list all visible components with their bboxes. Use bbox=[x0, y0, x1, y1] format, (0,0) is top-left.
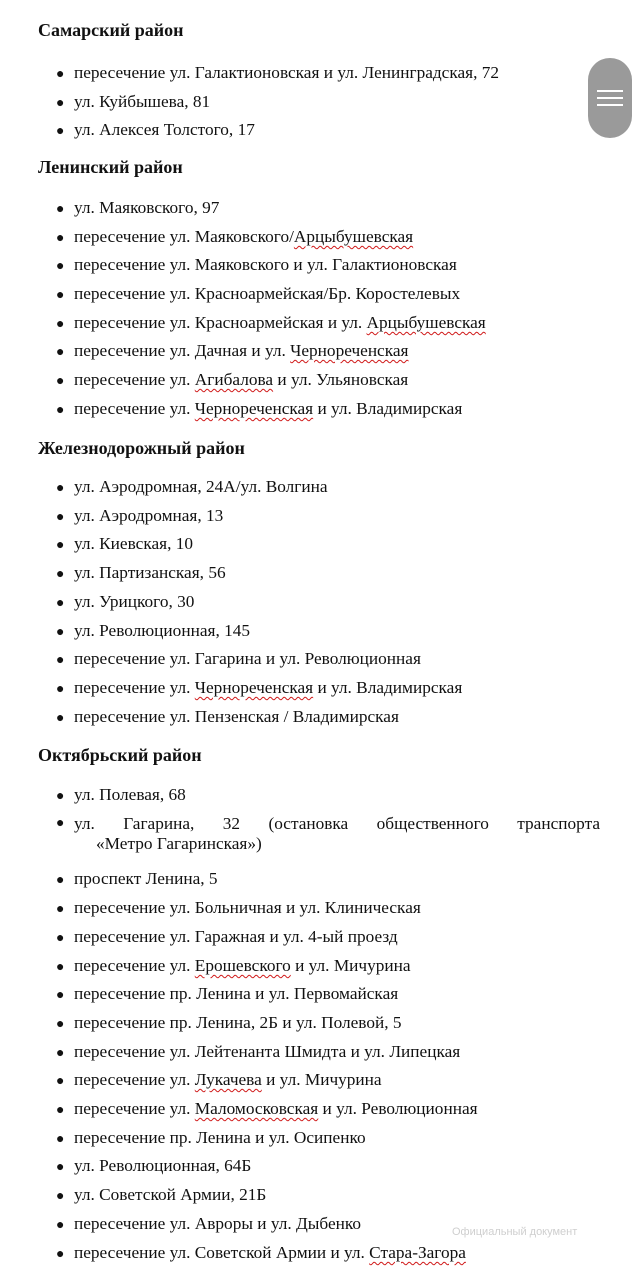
bullet-icon: ● bbox=[56, 1017, 65, 1032]
list-item-text: ул. Алексея Толстого, 17 bbox=[74, 120, 255, 139]
bullet-icon: ● bbox=[56, 96, 65, 111]
bullet-icon: ● bbox=[56, 231, 65, 246]
list-item bbox=[56, 927, 398, 949]
list-item bbox=[56, 1128, 366, 1150]
bullet-icon: ● bbox=[56, 988, 65, 1003]
bullet-icon: ● bbox=[56, 317, 65, 332]
district-heading: Самарский район bbox=[38, 20, 184, 40]
list-item bbox=[56, 534, 193, 556]
spellcheck-underline: Лукачева bbox=[194, 1070, 262, 1089]
list-item-text: пересечение ул. Советской Армии и ул. Стара-Загора bbox=[74, 1243, 466, 1262]
bullet-icon: ● bbox=[56, 1074, 65, 1089]
list-item-text: пересечение ул. Пензенская / Владимирская bbox=[74, 707, 399, 726]
list-item-text: ул. Партизанская, 56 bbox=[74, 563, 226, 582]
list-item-text: ул. Куйбышева, 81 bbox=[74, 92, 211, 111]
list-item-text: ул. Полевая, 68 bbox=[74, 785, 186, 804]
bullet-icon: ● bbox=[56, 1189, 65, 1204]
bullet-icon: ● bbox=[56, 902, 65, 917]
bullet-icon: ● bbox=[56, 345, 65, 360]
list-item bbox=[56, 1070, 382, 1092]
list-item-text: пересечение ул. Гагарина и ул. Революционная bbox=[74, 649, 421, 668]
list-item bbox=[56, 63, 499, 85]
list-item bbox=[56, 678, 462, 700]
list-item-text: ул. Киевская, 10 bbox=[74, 534, 193, 553]
spellcheck-underline: Арцыбушевская bbox=[293, 227, 414, 246]
bullet-icon: ● bbox=[56, 625, 65, 640]
list-item bbox=[56, 198, 219, 220]
spellcheck-underline: Чернореченская bbox=[194, 399, 314, 418]
list-item bbox=[56, 785, 186, 807]
list-item-text: пересечение ул. Дачная и ул. Чернореченская bbox=[74, 341, 409, 360]
list-item-text: пересечение ул. Маломосковская и ул. Революционная bbox=[74, 1099, 478, 1118]
bullet-icon: ● bbox=[56, 67, 65, 82]
list-item-text: ул. Урицкого, 30 bbox=[74, 592, 195, 611]
list-item-text: пересечение ул. Красноармейская/Бр. Коростелевых bbox=[74, 284, 461, 303]
bullet-icon: ● bbox=[56, 1247, 65, 1262]
list-item-text: пересечение пр. Ленина и ул. Первомайская bbox=[74, 984, 399, 1003]
list-item bbox=[56, 1099, 478, 1121]
list-item bbox=[56, 399, 462, 421]
spellcheck-underline: Маломосковская bbox=[194, 1099, 319, 1118]
list-item-text: пересечение ул. Чернореченская и ул. Владимирская bbox=[74, 399, 463, 418]
spellcheck-underline: Ерошевского bbox=[194, 956, 291, 975]
bullet-icon: ● bbox=[56, 1103, 65, 1118]
list-item-text: ул. Революционная, 145 bbox=[74, 621, 251, 640]
scroll-menu-button[interactable] bbox=[588, 58, 632, 138]
list-item-text: ул. Гагарина, 32 (остановка общественного транспорта «Метро Гагаринская») bbox=[74, 814, 600, 853]
list-item bbox=[56, 255, 457, 277]
bullet-icon: ● bbox=[56, 124, 65, 139]
list-item bbox=[56, 707, 399, 729]
list-item-text: пересечение ул. Маяковского и ул. Галактионовская bbox=[74, 255, 457, 274]
district-heading: Ленинский район bbox=[38, 157, 183, 177]
bullet-icon: ● bbox=[56, 481, 65, 496]
list-item-text: пересечение ул. Агибалова и ул. Ульяновская bbox=[74, 370, 409, 389]
bullet-icon: ● bbox=[56, 1160, 65, 1175]
list-item bbox=[56, 313, 486, 335]
bullet-icon: ● bbox=[56, 596, 65, 611]
list-item bbox=[56, 984, 398, 1006]
list-item-text: пересечение ул. Лейтенанта Шмидта и ул. Липецкая bbox=[74, 1042, 461, 1061]
bullet-icon: ● bbox=[56, 374, 65, 389]
list-item bbox=[56, 1214, 361, 1236]
list-item bbox=[56, 1185, 266, 1207]
list-item bbox=[56, 506, 223, 528]
list-item-text: пересечение пр. Ленина, 2Б и ул. Полевой, 5 bbox=[74, 1013, 402, 1032]
bullet-icon: ● bbox=[56, 259, 65, 274]
district-heading: Октябрьский район bbox=[38, 745, 202, 765]
bullet-icon: ● bbox=[56, 1046, 65, 1061]
list-item-text: пересечение ул. Галактионовская и ул. Ленинградская, 72 bbox=[74, 63, 500, 82]
bullet-icon: ● bbox=[56, 288, 65, 303]
list-item bbox=[56, 898, 421, 920]
list-item bbox=[56, 1243, 466, 1265]
bullet-icon: ● bbox=[56, 873, 65, 888]
spellcheck-underline: Арцыбушевская bbox=[366, 313, 486, 332]
list-item bbox=[56, 227, 413, 249]
spellcheck-underline: Агибалова bbox=[194, 370, 274, 389]
list-item-text: пересечение ул. Гаражная и ул. 4-ый проезд bbox=[74, 927, 398, 946]
list-item-text: ул. Советской Армии, 21Б bbox=[74, 1185, 267, 1204]
list-item bbox=[56, 592, 194, 614]
list-item bbox=[56, 1013, 401, 1035]
list-item-text: пересечение ул. Красноармейская и ул. Арцыбушевская bbox=[74, 313, 486, 332]
list-item-text: пересечение ул. Больничная и ул. Клиническая bbox=[74, 898, 421, 917]
list-item bbox=[56, 563, 226, 585]
list-item bbox=[56, 477, 328, 499]
bullet-icon: ● bbox=[56, 682, 65, 697]
bullet-icon: ● bbox=[56, 567, 65, 582]
bullet-icon: ● bbox=[56, 1132, 65, 1147]
list-item-text: пересечение пр. Ленина и ул. Осипенко bbox=[74, 1128, 366, 1147]
list-item bbox=[56, 370, 408, 392]
menu-icon-line bbox=[597, 90, 623, 92]
list-item bbox=[56, 956, 411, 978]
list-item bbox=[56, 814, 600, 854]
list-item bbox=[56, 341, 409, 363]
bullet-icon: ● bbox=[56, 931, 65, 946]
list-item-text: ул. Аэродромная, 13 bbox=[74, 506, 224, 525]
bullet-icon: ● bbox=[56, 789, 65, 804]
bullet-icon: ● bbox=[56, 538, 65, 553]
bullet-icon: ● bbox=[56, 403, 65, 418]
spellcheck-underline: Чернореченская bbox=[194, 678, 314, 697]
list-item bbox=[56, 1156, 251, 1178]
list-item-text: пересечение ул. Маяковского/Арцыбушевская bbox=[74, 227, 414, 246]
list-item bbox=[56, 1042, 460, 1064]
list-item bbox=[56, 621, 250, 643]
bullet-icon: ● bbox=[56, 816, 65, 831]
list-item-text: проспект Ленина, 5 bbox=[74, 869, 218, 888]
menu-icon-line bbox=[597, 97, 623, 99]
district-heading: Железнодорожный район bbox=[38, 438, 245, 458]
list-item-text: пересечение ул. Ерошевского и ул. Мичурина bbox=[74, 956, 411, 975]
spellcheck-underline: Чернореченская bbox=[290, 341, 409, 360]
list-item-text: пересечение ул. Авроры и ул. Дыбенко bbox=[74, 1214, 362, 1233]
menu-icon-line bbox=[597, 104, 623, 106]
bullet-icon: ● bbox=[56, 960, 65, 975]
list-item bbox=[56, 649, 421, 671]
list-item-text: ул. Революционная, 64Б bbox=[74, 1156, 252, 1175]
list-item-text: пересечение ул. Чернореченская и ул. Владимирская bbox=[74, 678, 463, 697]
spellcheck-underline: Стара-Загора bbox=[369, 1243, 466, 1262]
watermark: Официальный документ bbox=[452, 1226, 578, 1238]
list-item bbox=[56, 92, 210, 114]
bullet-icon: ● bbox=[56, 1218, 65, 1233]
list-item bbox=[56, 869, 218, 891]
bullet-icon: ● bbox=[56, 711, 65, 726]
bullet-icon: ● bbox=[56, 202, 65, 217]
bullet-icon: ● bbox=[56, 653, 65, 668]
list-item bbox=[56, 120, 255, 142]
list-item-text: ул. Маяковского, 97 bbox=[74, 198, 220, 217]
list-item bbox=[56, 284, 460, 306]
list-item-text: ул. Аэродромная, 24А/ул. Волгина bbox=[74, 477, 328, 496]
bullet-icon: ● bbox=[56, 510, 65, 525]
list-item-text: пересечение ул. Лукачева и ул. Мичурина bbox=[74, 1070, 382, 1089]
